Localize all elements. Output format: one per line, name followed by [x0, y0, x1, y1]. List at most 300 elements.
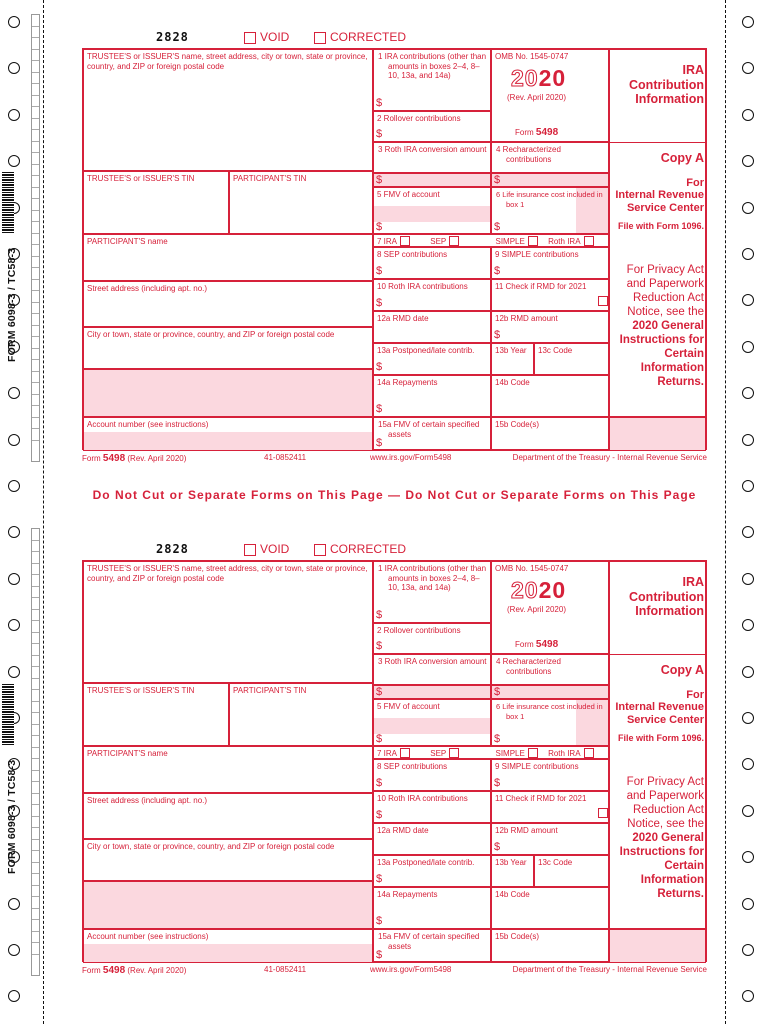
box13a-postponed[interactable] [373, 855, 491, 887]
dollar-sign: $ [376, 361, 383, 373]
general-instructions: 2020 General Instructions for Certain Information Returns. [619, 320, 704, 388]
box5-fmv[interactable] [373, 187, 491, 234]
ruler-tick [32, 943, 39, 955]
omb-number: OMB No. 1545-0747 [495, 564, 569, 573]
ruler-tick [32, 268, 39, 280]
ruler-tick [32, 621, 39, 633]
box4-amount[interactable] [491, 685, 609, 699]
ruler-tick [32, 598, 39, 610]
tractor-hole [742, 990, 754, 1002]
dollar-sign: $ [376, 640, 383, 652]
field-label: 4 Recharacterized contributions [496, 657, 561, 676]
field-label: 1 IRA contributions (other than amounts in boxes 2–4, 8–10, 13a, and 14a) [378, 52, 487, 80]
box10-roth-contrib[interactable] [373, 791, 491, 823]
street-address-field[interactable] [83, 793, 373, 839]
tractor-hole [742, 480, 754, 492]
field-label: 3 Roth IRA conversion amount [378, 145, 487, 154]
year-bold: 20 [538, 577, 567, 603]
box1-ira-contributions[interactable] [373, 561, 491, 623]
tractor-hole [8, 619, 20, 631]
form-5498-top [82, 30, 707, 464]
ruler-tick [32, 541, 39, 553]
corrected-label: CORRECTED [330, 30, 407, 44]
ruler-tick [32, 142, 39, 154]
tractor-hole [742, 526, 754, 538]
dollar-sign: $ [376, 686, 383, 698]
box6-life-insurance[interactable] [491, 187, 609, 234]
tractor-hole [742, 666, 754, 678]
dollar-sign: $ [494, 777, 501, 789]
irs-center: Internal Revenue Service Center [615, 701, 704, 726]
ruler-tick [32, 725, 39, 737]
ruler-tick [32, 383, 39, 395]
ruler-tick [32, 199, 39, 211]
form-number [515, 639, 558, 650]
barcode [2, 172, 14, 234]
box2-rollover[interactable] [373, 623, 491, 654]
box12b-rmd-amount[interactable] [491, 823, 609, 855]
ruler-tick [32, 932, 39, 944]
dollar-sign: $ [376, 873, 383, 885]
ruler-tick [32, 886, 39, 898]
footer-url: www.irs.gov/Form5498 [370, 453, 452, 462]
field-label: Account number (see instructions) [87, 932, 209, 941]
ruler-tick [32, 817, 39, 829]
dollar-sign: $ [376, 609, 383, 621]
corrected-checkbox[interactable] [314, 32, 326, 44]
ruler-tick [32, 153, 39, 165]
form-code: 2828 [156, 542, 189, 556]
ruler-tick [32, 805, 39, 817]
ruler-tick [32, 107, 39, 119]
field-label: 14a Repayments [377, 378, 438, 387]
field-label: 9 SIMPLE contributions [495, 250, 579, 259]
box13b-year[interactable] [491, 343, 534, 375]
box15a-fmv-assets[interactable] [373, 417, 491, 451]
dollar-sign: $ [376, 733, 383, 745]
footer-form [82, 453, 186, 464]
ruler-tick [32, 291, 39, 303]
field-label: 4 Recharacterized contributions [496, 145, 561, 164]
privacy-notice: For Privacy Act and Paperwork Reduction Act Notice, see the [626, 264, 704, 318]
city-field[interactable] [83, 327, 373, 369]
footer-dept: Department of the Treasury - Internal Revenue Service [512, 965, 707, 974]
shaded-area [83, 881, 373, 929]
form-5498-bottom [82, 542, 707, 976]
void-checkbox[interactable] [244, 544, 256, 556]
box10-roth-contrib[interactable] [373, 279, 491, 311]
box8-sep[interactable] [373, 759, 491, 791]
field-label: Street address (including apt. no.) [87, 284, 208, 293]
field-label: 15b Code(s) [495, 420, 540, 429]
ruler-tick [32, 165, 39, 177]
footer-cat: 41-0852411 [264, 453, 307, 462]
field-label: TRUSTEE'S or ISSUER'S TIN [87, 686, 195, 695]
ruler-tick [32, 667, 39, 679]
field-label: SEP [430, 749, 447, 758]
tractor-hole [8, 62, 20, 74]
box7-ira-type[interactable] [373, 234, 609, 247]
field-label: 14b Code [495, 890, 530, 899]
field-label: 15a FMV of certain specified assets [378, 420, 480, 439]
box13c-code[interactable] [534, 855, 609, 887]
field-label: Roth IRA [548, 237, 581, 246]
form-header [82, 544, 707, 558]
box9-simple[interactable] [491, 247, 609, 279]
tax-year [511, 65, 566, 92]
form-number [515, 127, 558, 138]
ruler-tick [32, 15, 39, 27]
footer-cat: 41-0852411 [264, 965, 307, 974]
revision: (Rev. April 2020) [507, 93, 566, 102]
trustee-tin-field[interactable] [83, 171, 229, 234]
tractor-hole [742, 434, 754, 446]
year-outline: 20 [511, 65, 539, 91]
form-grid [82, 48, 707, 450]
dollar-sign: $ [376, 777, 383, 789]
ruler-tick [32, 529, 39, 541]
field-label: 13a Postponed/late contrib. [377, 346, 475, 355]
ruler-tick [32, 702, 39, 714]
ruler-tick [32, 874, 39, 886]
trustee-name-field[interactable] [83, 561, 373, 683]
field-label: 10 Roth IRA contributions [377, 282, 468, 291]
form-word: Form [515, 128, 534, 137]
ruler-tick [32, 257, 39, 269]
rmd-checkbox[interactable] [598, 296, 608, 306]
tax-year [511, 577, 566, 604]
box8-sep[interactable] [373, 247, 491, 279]
ruler-tick [32, 337, 39, 349]
ruler-tick [32, 920, 39, 932]
ruler-tick [32, 119, 39, 131]
form-header [82, 32, 707, 46]
tractor-hole [742, 805, 754, 817]
box12a-rmd-date[interactable] [373, 311, 491, 343]
dollar-sign: $ [376, 437, 383, 449]
box15b-codes[interactable] [491, 417, 609, 451]
ruler-tick [32, 50, 39, 62]
side-form-label: FORM 6098-3 / TC58-3 [6, 247, 18, 362]
field-label: SIMPLE [495, 749, 525, 758]
irs-center: Internal Revenue Service Center [615, 189, 704, 214]
sep-checkbox[interactable] [449, 236, 459, 246]
box14a-repayments[interactable] [373, 375, 491, 417]
tractor-hole [8, 109, 20, 121]
tractor-hole [8, 898, 20, 910]
box3-roth-conversion[interactable] [373, 142, 491, 173]
ruler-tick [32, 222, 39, 234]
dollar-sign: $ [376, 403, 383, 415]
simple-checkbox[interactable] [528, 236, 538, 246]
dollar-sign: $ [494, 265, 501, 277]
ruler-tick [32, 897, 39, 909]
field-label: 12b RMD amount [495, 314, 558, 323]
for-label: For [686, 689, 704, 701]
trustee-name-field[interactable] [83, 49, 373, 171]
ruler-tick [32, 610, 39, 622]
tractor-hole [8, 387, 20, 399]
field-label: Roth IRA [548, 749, 581, 758]
participant-tin-field[interactable] [229, 683, 373, 746]
ruler-tick [32, 552, 39, 564]
form-num: 5498 [535, 639, 559, 650]
dollar-sign: $ [494, 329, 501, 341]
tractor-hole [8, 944, 20, 956]
box12a-rmd-date[interactable] [373, 823, 491, 855]
dollar-sign: $ [376, 174, 383, 186]
box11-rmd-check[interactable] [491, 791, 609, 823]
account-number-field[interactable] [83, 417, 373, 451]
do-not-cut-notice: Do Not Cut or Separate Forms on This Page — Do Not Cut or Separate Forms on This Page [92, 488, 697, 502]
tractor-hole [742, 898, 754, 910]
ruler-tick [32, 771, 39, 783]
field-label: City or town, state or province, country, and ZIP or foreign postal code [87, 842, 335, 851]
field-label: PARTICIPANT'S name [87, 749, 168, 758]
box12b-rmd-amount[interactable] [491, 311, 609, 343]
tractor-hole [742, 202, 754, 214]
box2-rollover[interactable] [373, 111, 491, 142]
footer-rev: (Rev. April 2020) [127, 454, 187, 463]
file-with: File with Form 1096. [617, 733, 704, 743]
ruler-tick [32, 360, 39, 372]
field-label: 3 Roth IRA conversion amount [378, 657, 487, 666]
tractor-hole [742, 341, 754, 353]
box14b-code[interactable] [491, 887, 609, 929]
field-label: Account number (see instructions) [87, 420, 209, 429]
field-label: 12a RMD date [377, 314, 429, 323]
box4-recharacterized[interactable] [491, 654, 609, 685]
field-label: TRUSTEE'S or ISSUER'S name, street address, city or town, state or province, country, and ZIP or foreign postal code [87, 52, 368, 71]
field-label: TRUSTEE'S or ISSUER'S name, street address, city or town, state or province, country, and ZIP or foreign postal code [87, 564, 368, 583]
footer-dept: Department of the Treasury - Internal Revenue Service [512, 453, 707, 462]
ruler-tick [32, 27, 39, 39]
box13c-code[interactable] [534, 343, 609, 375]
ruler-tick [32, 406, 39, 418]
field-label: PARTICIPANT'S name [87, 237, 168, 246]
line-ruler-bottom [31, 528, 40, 976]
tractor-hole [8, 155, 20, 167]
year-bold: 20 [538, 65, 567, 91]
dollar-sign: $ [376, 809, 383, 821]
omb-number: OMB No. 1545-0747 [495, 52, 569, 61]
box15a-fmv-assets[interactable] [373, 929, 491, 963]
ruler-tick [32, 280, 39, 292]
privacy-notice: For Privacy Act and Paperwork Reduction Act Notice, see the [626, 776, 704, 830]
field-label: 6 Life insurance cost included in box 1 [496, 702, 603, 721]
box9-simple[interactable] [491, 759, 609, 791]
box11-rmd-check[interactable] [491, 279, 609, 311]
shaded-area [609, 417, 706, 451]
roth-checkbox[interactable] [584, 748, 594, 758]
tractor-hole [742, 387, 754, 399]
account-number-field[interactable] [83, 929, 373, 963]
ira-checkbox[interactable] [400, 236, 410, 246]
field-label: 12b RMD amount [495, 826, 558, 835]
roth-checkbox[interactable] [584, 236, 594, 246]
tractor-hole [742, 573, 754, 585]
field-label: 11 Check if RMD for 2021 [495, 794, 587, 803]
box3-amount[interactable] [373, 685, 491, 699]
for-label: For [686, 177, 704, 189]
ruler-tick [32, 234, 39, 246]
copy-label: Copy A [660, 151, 704, 165]
tractor-hole [742, 109, 754, 121]
ruler-tick [32, 372, 39, 384]
field-label: 15b Code(s) [495, 932, 540, 941]
dollar-sign: $ [376, 297, 383, 309]
shaded-area [609, 929, 706, 963]
ruler-tick [32, 73, 39, 85]
line-ruler-top [31, 14, 40, 462]
field-label: 13b Year [495, 858, 527, 867]
ruler-tick [32, 587, 39, 599]
ira-checkbox[interactable] [400, 748, 410, 758]
tractor-hole [8, 666, 20, 678]
form-num: 5498 [535, 127, 559, 138]
file-with: File with Form 1096. [617, 221, 704, 231]
ruler-tick [32, 863, 39, 875]
dollar-sign: $ [376, 265, 383, 277]
form-word: Form [515, 640, 534, 649]
ruler-tick [32, 690, 39, 702]
city-field[interactable] [83, 839, 373, 881]
ruler-tick [32, 633, 39, 645]
field-label: 13c Code [538, 346, 573, 355]
ruler-tick [32, 713, 39, 725]
form-code: 2828 [156, 30, 189, 44]
barcode [2, 684, 14, 746]
ruler-tick [32, 909, 39, 921]
box3-roth-conversion[interactable] [373, 654, 491, 685]
corrected-label: CORRECTED [330, 542, 407, 556]
ruler-tick [32, 840, 39, 852]
ruler-tick [32, 759, 39, 771]
right-perforation [725, 0, 726, 1024]
void-label: VOID [260, 30, 290, 44]
ruler-tick [32, 644, 39, 656]
corrected-checkbox[interactable] [314, 544, 326, 556]
box6-life-insurance[interactable] [491, 699, 609, 746]
form-grid [82, 560, 707, 962]
ruler-tick [32, 314, 39, 326]
ruler-tick [32, 429, 39, 441]
footer-form [82, 965, 186, 976]
footer-form-num: 5498 [102, 965, 126, 976]
copy-label: Copy A [660, 663, 704, 677]
participant-name-field[interactable] [83, 234, 373, 281]
ruler-tick [32, 38, 39, 50]
box7-ira-type[interactable] [373, 746, 609, 759]
ruler-tick [32, 61, 39, 73]
tractor-hole [742, 712, 754, 724]
tractor-hole [742, 851, 754, 863]
box13a-postponed[interactable] [373, 343, 491, 375]
field-label: 2 Rollover contributions [377, 626, 461, 635]
sep-checkbox[interactable] [449, 748, 459, 758]
footer-rev: (Rev. April 2020) [127, 966, 187, 975]
field-label: SEP [430, 237, 447, 246]
box3-amount[interactable] [373, 173, 491, 187]
field-label: 8 SEP contributions [377, 250, 448, 259]
field-label: 7 IRA [377, 237, 398, 246]
box13b-year[interactable] [491, 855, 534, 887]
field-label: 1 IRA contributions (other than amounts in boxes 2–4, 8–10, 13a, and 14a) [378, 564, 487, 592]
tractor-hole [742, 16, 754, 28]
street-address-field[interactable] [83, 281, 373, 327]
footer-form-num: 5498 [102, 453, 126, 464]
tractor-hole [8, 990, 20, 1002]
ruler-tick [32, 418, 39, 430]
field-label: 10 Roth IRA contributions [377, 794, 468, 803]
side-form-label: FORM 6098-3 / TC58-3 [6, 759, 18, 874]
field-label: PARTICIPANT'S TIN [233, 174, 307, 183]
rmd-checkbox[interactable] [598, 808, 608, 818]
field-label: 9 SIMPLE contributions [495, 762, 579, 771]
ruler-tick [32, 395, 39, 407]
general-instructions: 2020 General Instructions for Certain Information Returns. [619, 832, 704, 900]
field-label: TRUSTEE'S or ISSUER'S TIN [87, 174, 195, 183]
box14a-repayments[interactable] [373, 887, 491, 929]
tractor-hole [8, 526, 20, 538]
box5-fmv[interactable] [373, 699, 491, 746]
tractor-hole [8, 573, 20, 585]
field-label: 13c Code [538, 858, 573, 867]
dollar-sign: $ [494, 221, 501, 233]
ruler-tick [32, 575, 39, 587]
ruler-tick [32, 245, 39, 257]
footer-form-word: Form [82, 966, 101, 975]
ruler-tick [32, 303, 39, 315]
shaded-area [83, 369, 373, 417]
field-label: 6 Life insurance cost included in box 1 [496, 190, 603, 209]
footer-url: www.irs.gov/Form5498 [370, 965, 452, 974]
field-label: 12a RMD date [377, 826, 429, 835]
dollar-sign: $ [494, 841, 501, 853]
dollar-sign: $ [494, 686, 501, 698]
ruler-tick [32, 96, 39, 108]
field-label: Street address (including apt. no.) [87, 796, 208, 805]
box1-ira-contributions[interactable] [373, 49, 491, 111]
box4-amount[interactable] [491, 173, 609, 187]
field-label: SIMPLE [495, 237, 525, 246]
field-label: PARTICIPANT'S TIN [233, 686, 307, 695]
year-outline: 20 [511, 577, 539, 603]
trustee-tin-field[interactable] [83, 683, 229, 746]
left-perforation [43, 0, 44, 1024]
dollar-sign: $ [376, 915, 383, 927]
tractor-hole [8, 480, 20, 492]
dollar-sign: $ [376, 221, 383, 233]
participant-tin-field[interactable] [229, 171, 373, 234]
field-label: City or town, state or province, country, and ZIP or foreign postal code [87, 330, 335, 339]
tractor-hole [742, 944, 754, 956]
footer-form-word: Form [82, 454, 101, 463]
void-checkbox[interactable] [244, 32, 256, 44]
field-label: 13a Postponed/late contrib. [377, 858, 475, 867]
box14b-code[interactable] [491, 375, 609, 417]
box15b-codes[interactable] [491, 929, 609, 963]
dollar-sign: $ [376, 949, 383, 961]
tractor-hole [742, 248, 754, 260]
box4-recharacterized[interactable] [491, 142, 609, 173]
participant-name-field[interactable] [83, 746, 373, 793]
simple-checkbox[interactable] [528, 748, 538, 758]
ruler-tick [32, 782, 39, 794]
field-label: 8 SEP contributions [377, 762, 448, 771]
tractor-hole [742, 155, 754, 167]
tractor-hole [8, 16, 20, 28]
